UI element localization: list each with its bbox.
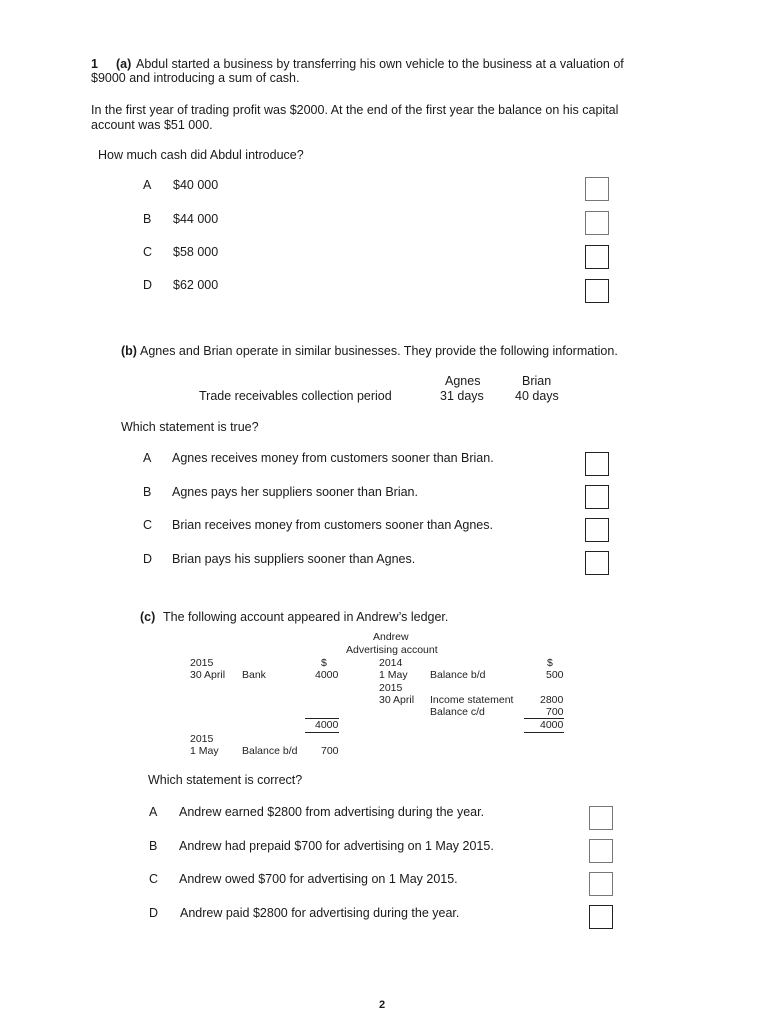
option-letter: A bbox=[149, 805, 158, 819]
q1a-text-line2: $9000 and introducing a sum of cash. bbox=[91, 71, 300, 85]
answer-box-1a-a[interactable] bbox=[585, 177, 609, 201]
part-label-c: (c) bbox=[140, 610, 156, 624]
option-text: Agnes receives money from customers sooner than Brian. bbox=[172, 451, 494, 465]
q1a-text-line4: account was $51 000. bbox=[91, 118, 213, 132]
option-text: $40 000 bbox=[173, 178, 219, 192]
option-letter: C bbox=[149, 872, 159, 886]
answer-box-1b-a[interactable] bbox=[585, 452, 609, 476]
ledger-debit-amount: 4000 bbox=[315, 669, 339, 681]
ledger-debit-year: 2015 bbox=[190, 657, 214, 669]
option-text: Agnes pays her suppliers sooner than Brian. bbox=[172, 485, 418, 499]
q1a-text-line3: In the first year of trading profit was $2000. At the end of the first year the balance on his capital bbox=[91, 103, 619, 117]
option-letter: D bbox=[143, 552, 153, 566]
page-number: 2 bbox=[379, 999, 386, 1011]
option-text: $62 000 bbox=[173, 278, 219, 292]
answer-box-1c-c[interactable] bbox=[589, 872, 613, 896]
q1b-question: Which statement is true? bbox=[121, 420, 259, 434]
option-text: $58 000 bbox=[173, 245, 219, 259]
option-letter: B bbox=[143, 485, 152, 499]
option-text: Andrew had prepaid $700 for advertising on 1 May 2015. bbox=[179, 839, 494, 853]
table-value-brian: 40 days bbox=[515, 389, 559, 403]
ledger-name: Andrew bbox=[373, 631, 409, 643]
ledger-credit-amount2: 2800 bbox=[540, 694, 564, 706]
option-letter: C bbox=[143, 245, 153, 259]
ledger-credit-details3: Balance c/d bbox=[430, 706, 485, 718]
ledger-debit-currency: $ bbox=[321, 657, 327, 669]
answer-box-1b-d[interactable] bbox=[585, 551, 609, 575]
ledger-credit-date2: 30 April bbox=[379, 694, 415, 706]
option-text: Brian pays his suppliers sooner than Agnes. bbox=[172, 552, 416, 566]
answer-box-1a-b[interactable] bbox=[585, 211, 609, 235]
ledger-debit-rule-bottom bbox=[305, 732, 339, 733]
ledger-bd-date: 1 May bbox=[190, 745, 219, 757]
ledger-credit-total: 4000 bbox=[540, 719, 564, 731]
option-letter: B bbox=[149, 839, 158, 853]
ledger-credit-details2: Income statement bbox=[430, 694, 514, 706]
part-label-a: (a) bbox=[116, 57, 132, 71]
ledger-account-title: Advertising account bbox=[346, 644, 438, 656]
q1a-question: How much cash did Abdul introduce? bbox=[98, 148, 304, 162]
ledger-credit-year1: 2014 bbox=[379, 657, 403, 669]
question-number: 1 bbox=[91, 57, 98, 71]
ledger-credit-amount1: 500 bbox=[546, 669, 564, 681]
option-text: $44 000 bbox=[173, 212, 219, 226]
ledger-bd-amount: 700 bbox=[321, 745, 339, 757]
ledger-credit-date1: 1 May bbox=[379, 669, 408, 681]
answer-box-1c-d[interactable] bbox=[589, 905, 613, 929]
q1c-question: Which statement is correct? bbox=[148, 773, 303, 787]
option-text: Andrew paid $2800 for advertising during the year. bbox=[180, 906, 460, 920]
option-letter: C bbox=[143, 518, 153, 532]
answer-box-1a-c[interactable] bbox=[585, 245, 609, 269]
ledger-credit-rule-bottom bbox=[524, 732, 564, 733]
ledger-bd-details: Balance b/d bbox=[242, 745, 298, 757]
ledger-credit-amount3: 700 bbox=[546, 706, 564, 718]
table-value-agnes: 31 days bbox=[440, 389, 484, 403]
answer-box-1a-d[interactable] bbox=[585, 279, 609, 303]
option-letter: D bbox=[143, 278, 153, 292]
q1a-text-line1: Abdul started a business by transferring his own vehicle to the business at a valuation of bbox=[136, 57, 624, 71]
ledger-credit-details1: Balance b/d bbox=[430, 669, 486, 681]
option-letter: D bbox=[149, 906, 159, 920]
answer-box-1b-b[interactable] bbox=[585, 485, 609, 509]
table-header-brian: Brian bbox=[522, 374, 552, 388]
answer-box-1c-b[interactable] bbox=[589, 839, 613, 863]
option-letter: A bbox=[143, 451, 152, 465]
ledger-bd-year: 2015 bbox=[190, 733, 214, 745]
ledger-debit-details: Bank bbox=[242, 669, 266, 681]
ledger-credit-currency: $ bbox=[547, 657, 553, 669]
option-letter: B bbox=[143, 212, 152, 226]
ledger-debit-total: 4000 bbox=[315, 719, 339, 731]
q1c-intro: The following account appeared in Andrew’s ledger. bbox=[163, 610, 449, 624]
table-row-label: Trade receivables collection period bbox=[199, 389, 392, 403]
answer-box-1b-c[interactable] bbox=[585, 518, 609, 542]
part-label-b: (b) bbox=[121, 344, 137, 358]
q1b-intro: Agnes and Brian operate in similar businesses. They provide the following information. bbox=[140, 344, 618, 358]
table-header-agnes: Agnes bbox=[445, 374, 481, 388]
option-text: Andrew owed $700 for advertising on 1 May 2015. bbox=[179, 872, 458, 886]
option-text: Brian receives money from customers sooner than Agnes. bbox=[172, 518, 493, 532]
ledger-credit-year2: 2015 bbox=[379, 682, 403, 694]
option-letter: A bbox=[143, 178, 152, 192]
ledger-debit-date: 30 April bbox=[190, 669, 226, 681]
answer-box-1c-a[interactable] bbox=[589, 806, 613, 830]
option-text: Andrew earned $2800 from advertising during the year. bbox=[179, 805, 485, 819]
